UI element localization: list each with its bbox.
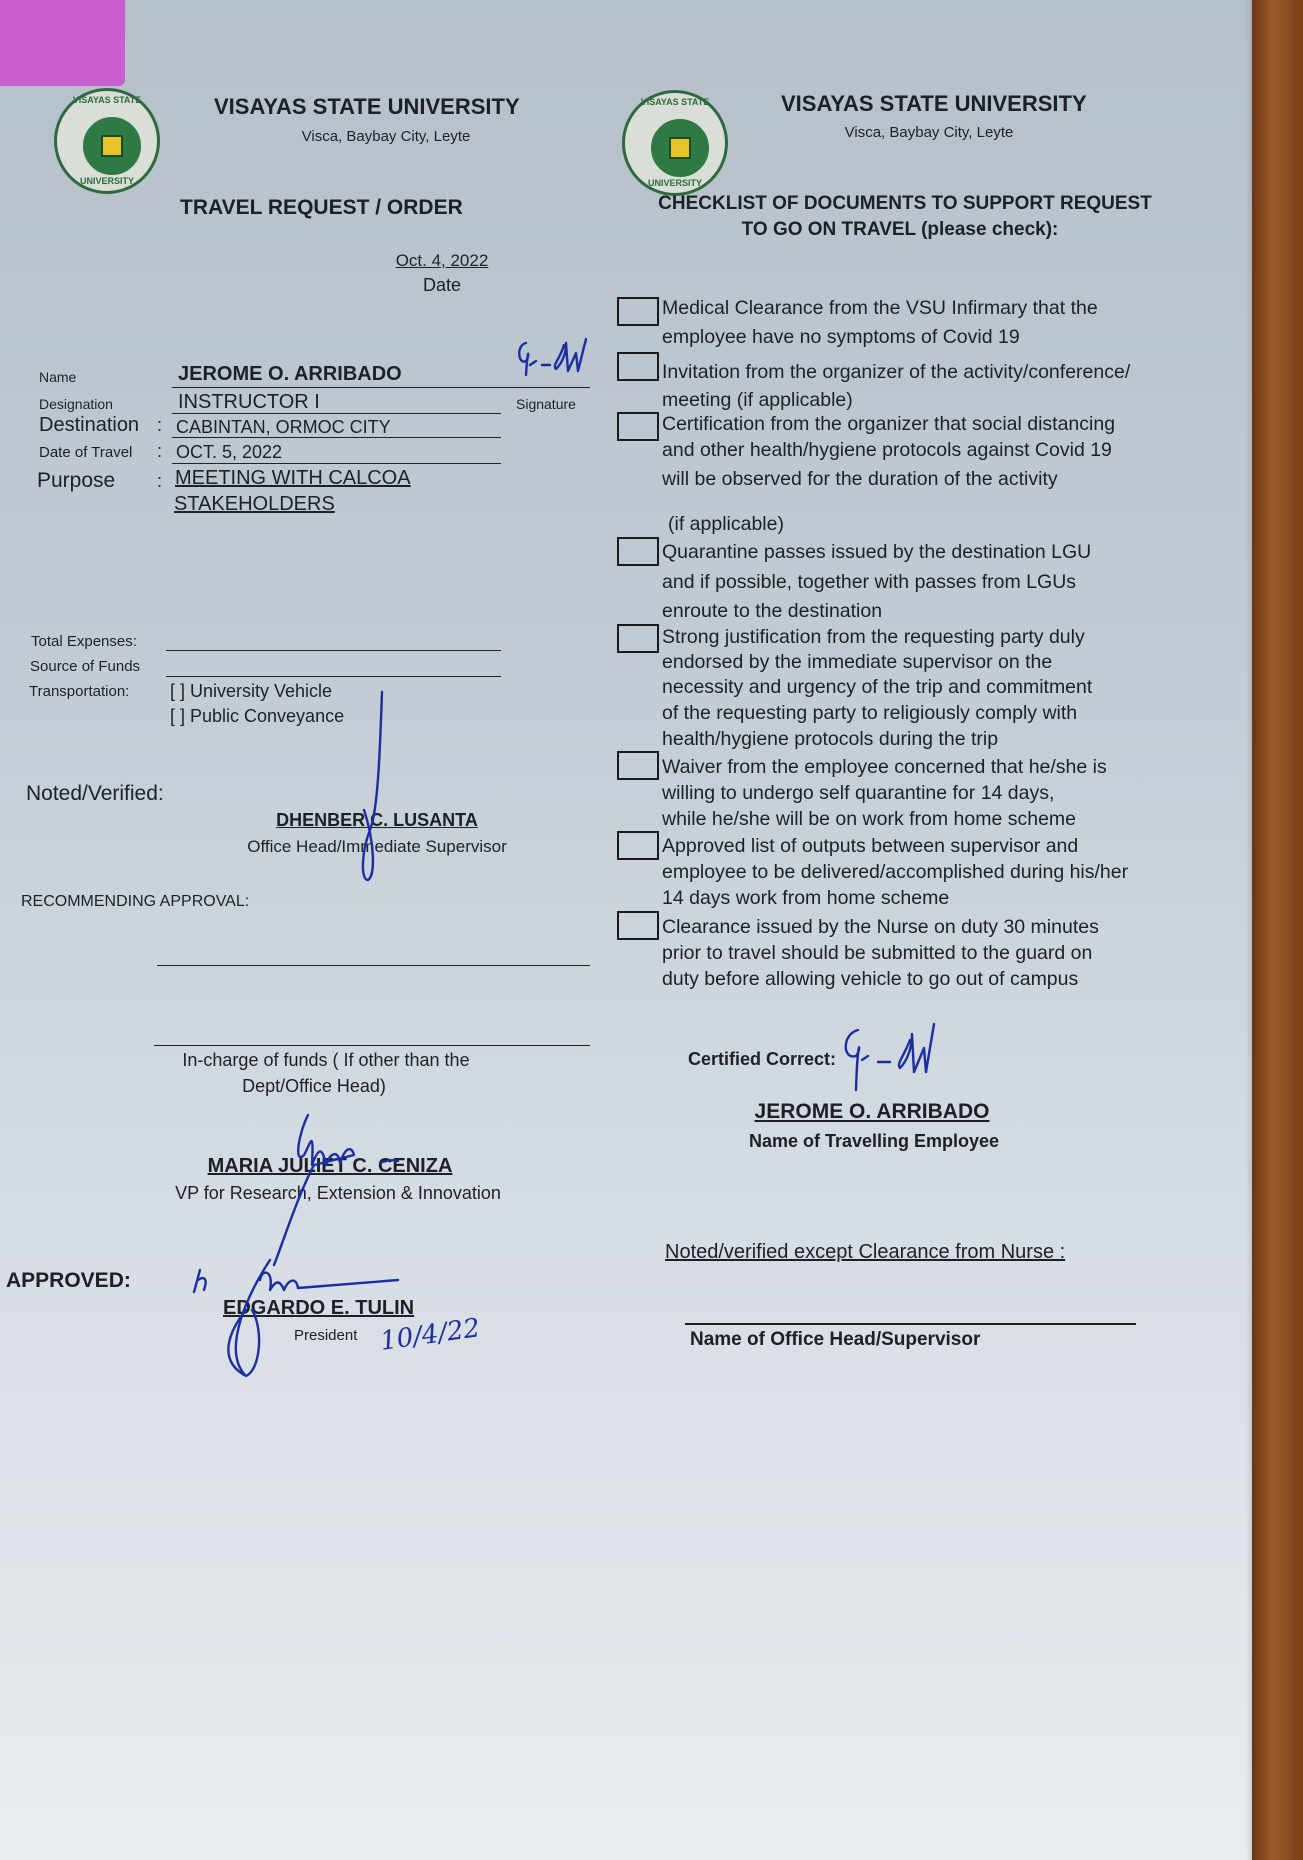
checklist-item-text: enroute to the destination (662, 600, 883, 622)
source-of-funds-label: Source of Funds (30, 658, 141, 675)
designation-label: Designation (39, 396, 113, 412)
checklist-item-text: will be observed for the duration of the activity (662, 468, 1058, 490)
colon: : (157, 471, 163, 491)
checklist-checkbox[interactable] (617, 751, 659, 780)
checklist-item-text: willing to undergo self quarantine for 14 days, (662, 782, 1055, 804)
checklist-item-text: Clearance issued by the Nurse on duty 30 minutes (662, 916, 1099, 938)
name-value: JEROME O. ARRIBADO (178, 363, 402, 385)
transport-public-conveyance-checkbox[interactable]: [ ] Public Conveyance (170, 706, 345, 726)
wood-surface (1252, 0, 1303, 1860)
checklist-item-text: Strong justification from the requesting party duly (662, 626, 1085, 648)
date-label: Date (422, 275, 462, 295)
purpose-label: Purpose (37, 469, 116, 492)
employee-caption: Name of Travelling Employee (748, 1131, 1000, 1151)
approved-label: APPROVED: (6, 1269, 131, 1292)
total-expenses-line (166, 650, 501, 651)
checklist-checkbox[interactable] (617, 297, 659, 326)
checklist-item-text: health/hygiene protocols during the trip (662, 728, 999, 750)
handwritten-approval-date: 10/4/22 (378, 1313, 482, 1357)
sticky-note (0, 0, 125, 86)
checklist-checkbox[interactable] (617, 537, 659, 566)
certified-correct-label: Certified Correct: (688, 1049, 837, 1069)
checklist-item-text: Certification from the organizer that social distancing (662, 413, 1116, 435)
destination-line (172, 437, 501, 438)
vp-title: VP for Research, Extension & Innovation (175, 1183, 501, 1203)
checklist-item-text: employee to be delivered/accomplished during his/her (662, 861, 1129, 883)
checklist-title-line-2: TO GO ON TRAVEL (please check): (741, 219, 1059, 240)
funds-line (154, 1045, 590, 1046)
checklist-item-text: Approved list of outputs between supervisor and (662, 835, 1079, 857)
name-line (172, 387, 590, 388)
university-address: Visca, Baybay City, Leyte (301, 128, 471, 145)
destination-value: CABINTAN, ORMOC CITY (176, 417, 391, 437)
colon: : (157, 441, 163, 461)
form-title: TRAVEL REQUEST / ORDER (180, 196, 463, 219)
checklist-item-text: Invitation from the organizer of the activity/conference/ (662, 361, 1131, 383)
recommending-line (157, 965, 590, 966)
name-label: Name (39, 369, 77, 385)
checklist-checkbox[interactable] (617, 352, 659, 381)
university-name: VISAYAS STATE UNIVERSITY (214, 94, 520, 119)
checklist-item-text: endorsed by the immediate supervisor on the (662, 651, 1053, 673)
office-head-line (685, 1323, 1136, 1325)
university-seal-logo: VISAYAS STATE UNIVERSITY (622, 90, 728, 196)
noted-except-label: Noted/verified except Clearance from Nurse : (665, 1241, 1066, 1263)
colon: : (157, 415, 163, 435)
date-of-travel-value: OCT. 5, 2022 (176, 442, 283, 462)
checklist-item-text: Waiver from the employee concerned that he/she is (662, 756, 1107, 778)
date-of-travel-label: Date of Travel (39, 444, 133, 461)
noted-verified-label: Noted/Verified: (26, 782, 164, 805)
checklist-checkbox[interactable] (617, 831, 659, 860)
president-name: EDGARDO E. TULIN (223, 1297, 415, 1319)
office-head-caption: Name of Office Head/Supervisor (690, 1329, 981, 1350)
transportation-label: Transportation: (29, 683, 130, 700)
checklist-item-text: Medical Clearance from the VSU Infirmary that the (662, 297, 1098, 319)
checklist-checkbox[interactable] (617, 911, 659, 940)
purpose-line-1: MEETING WITH CALCOA (175, 467, 411, 489)
university-name-right: VISAYAS STATE UNIVERSITY (781, 91, 1087, 116)
destination-label: Destination (39, 414, 140, 436)
supervisor-title: Office Head/Immediate Supervisor (247, 837, 507, 856)
funds-label-line-1: In-charge of funds ( If other than the (182, 1050, 470, 1070)
checklist-item-text: 14 days work from home scheme (662, 887, 950, 909)
checklist-item-text: prior to travel should be submitted to the guard on (662, 942, 1093, 964)
purpose-line-2: STAKEHOLDERS (174, 493, 335, 515)
checklist-item-text: of the requesting party to religiously comply with (662, 702, 1078, 724)
source-of-funds-line (166, 676, 501, 677)
employee-signature (512, 335, 592, 385)
transport-university-vehicle-checkbox[interactable]: [ ] University Vehicle (170, 681, 333, 701)
checklist-title-line-1: CHECKLIST OF DOCUMENTS TO SUPPORT REQUEST (658, 193, 1152, 214)
supervisor-signature (340, 690, 400, 890)
checklist-item-text: meeting (if applicable) (662, 389, 853, 411)
funds-label-line-2: Dept/Office Head) (242, 1076, 386, 1096)
date-of-travel-line (172, 463, 501, 464)
signature-label: Signature (516, 396, 576, 412)
designation-value: INSTRUCTOR I (178, 391, 320, 413)
certified-signature (838, 1020, 948, 1100)
checklist-item-text: employee have no symptoms of Covid 19 (662, 326, 1020, 348)
president-title: President (294, 1327, 358, 1344)
vp-name: MARIA JULIET C. CENIZA (207, 1155, 453, 1177)
checklist-item-text: necessity and urgency of the trip and commitment (662, 676, 1093, 698)
checklist-checkbox[interactable] (617, 624, 659, 653)
checklist-item-text: duty before allowing vehicle to go out of campus (662, 968, 1079, 990)
date-value: Oct. 4, 2022 (395, 251, 489, 270)
university-address-right: Visca, Baybay City, Leyte (844, 124, 1014, 141)
checklist-item-text: while he/she will be on work from home scheme (662, 808, 1077, 830)
checklist-checkbox[interactable] (617, 412, 659, 441)
checklist-item-text: (if applicable) (668, 513, 784, 535)
recommending-approval-label: RECOMMENDING APPROVAL: (21, 893, 250, 910)
designation-line (172, 413, 501, 414)
employee-name: JEROME O. ARRIBADO (754, 1100, 990, 1123)
checklist-item-text: and other health/hygiene protocols against Covid 19 (662, 439, 1112, 461)
checklist-item-text: Quarantine passes issued by the destination LGU (662, 541, 1092, 563)
total-expenses-label: Total Expenses: (31, 633, 137, 650)
university-seal-logo: VISAYAS STATE UNIVERSITY (54, 88, 160, 194)
president-signature (190, 1250, 400, 1390)
supervisor-name: DHENBER C. LUSANTA (276, 810, 478, 830)
checklist-item-text: and if possible, together with passes from LGUs (662, 571, 1077, 593)
